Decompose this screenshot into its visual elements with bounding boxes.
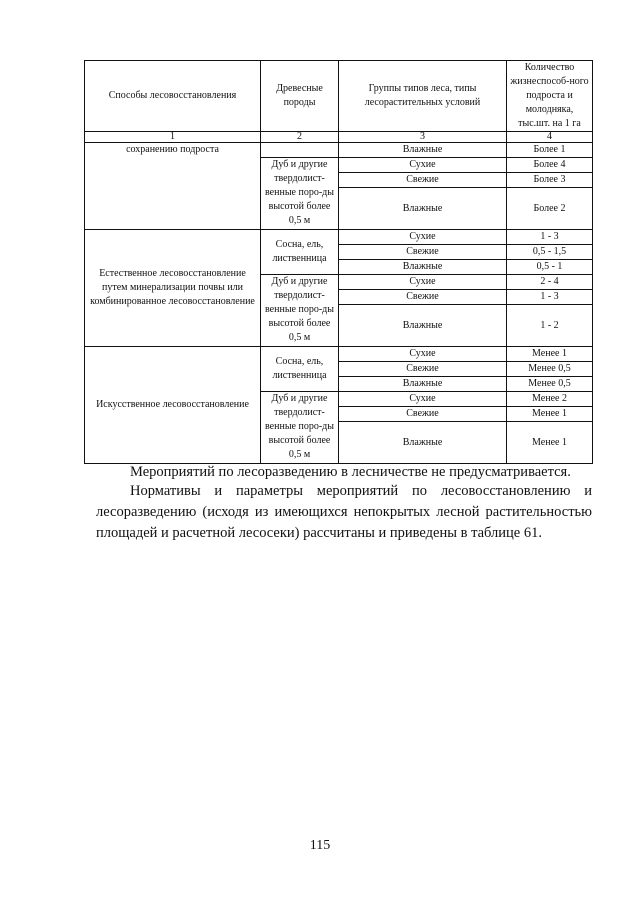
column-number: 3 [339, 132, 507, 143]
value-cell: 1 - 2 [507, 305, 593, 347]
condition-cell: Влажные [339, 305, 507, 347]
value-cell: Менее 0,5 [507, 377, 593, 392]
condition-cell: Свежие [339, 407, 507, 422]
species-cell: Сосна, ель, лиственница [261, 347, 339, 392]
species-cell: Дуб и другие твердолист-венные поро-ды высотой более 0,5 м [261, 158, 339, 230]
forest-restoration-table [84, 60, 593, 464]
column-number: 2 [261, 132, 339, 143]
header-species: Древесные породы [261, 61, 339, 132]
method-cell: Естественное лесовосстановление путем минерализации почвы или комбинированное лесовосстановление [85, 230, 261, 347]
page-number: 115 [309, 838, 331, 853]
condition-cell: Свежие [339, 173, 507, 188]
header-forest-type: Группы типов леса, типы лесорастительных условий [339, 61, 507, 132]
value-cell: Менее 0,5 [507, 362, 593, 377]
species-cell: Дуб и другие твердолист-венные поро-ды высотой более 0,5 м [261, 275, 339, 347]
condition-cell: Свежие [339, 362, 507, 377]
condition-cell: Сухие [339, 392, 507, 407]
species-cell: Сосна, ель, лиственница [261, 230, 339, 275]
paragraph-afforestation: Мероприятий по лесоразведению в лесничестве не предусматривается. [130, 464, 571, 480]
header-quantity: Количество жизнеспособ-ного подроста и молодняка, тыс.шт. на 1 га [507, 61, 593, 132]
column-number: 1 [85, 132, 261, 143]
method-cell: Искусственное лесовосстановление [85, 347, 261, 464]
condition-cell: Сухие [339, 158, 507, 173]
value-cell: 1 - 3 [507, 290, 593, 305]
condition-cell: Сухие [339, 347, 507, 362]
condition-cell: Сухие [339, 230, 507, 245]
table-row [85, 230, 593, 245]
column-numbers-row [85, 132, 593, 143]
method-cell: сохранению подроста [85, 143, 261, 230]
condition-cell: Сухие [339, 275, 507, 290]
value-cell: 0,5 - 1 [507, 260, 593, 275]
value-cell: Менее 1 [507, 422, 593, 464]
header-method: Способы лесовосстановления [85, 61, 261, 132]
condition-cell: Свежие [339, 245, 507, 260]
column-number: 4 [507, 132, 593, 143]
condition-cell: Свежие [339, 290, 507, 305]
value-cell: Более 1 [507, 143, 593, 158]
species-cell: Дуб и другие твердолист-венные поро-ды высотой более 0,5 м [261, 392, 339, 464]
value-cell: 0,5 - 1,5 [507, 245, 593, 260]
condition-cell: Влажные [339, 377, 507, 392]
table-row [85, 143, 593, 158]
value-cell: 1 - 3 [507, 230, 593, 245]
value-cell: Более 4 [507, 158, 593, 173]
condition-cell: Влажные [339, 260, 507, 275]
value-cell: Менее 2 [507, 392, 593, 407]
value-cell: Более 3 [507, 173, 593, 188]
table-row [85, 347, 593, 362]
value-cell: 2 - 4 [507, 275, 593, 290]
header-row [85, 61, 593, 132]
condition-cell: Влажные [339, 422, 507, 464]
value-cell: Более 2 [507, 188, 593, 230]
value-cell: Менее 1 [507, 407, 593, 422]
condition-cell: Влажные [339, 188, 507, 230]
condition-cell: Влажные [339, 143, 507, 158]
species-cell [261, 143, 339, 158]
paragraph-norms: Нормативы и параметры мероприятий по лесовосстановлению и лесоразведению (исходя из имеющихся непокрытых лесной растительностью площадей и расчетной лесосеки) рассчитаны и приведены в таблице 61. [96, 483, 592, 541]
value-cell: Менее 1 [507, 347, 593, 362]
